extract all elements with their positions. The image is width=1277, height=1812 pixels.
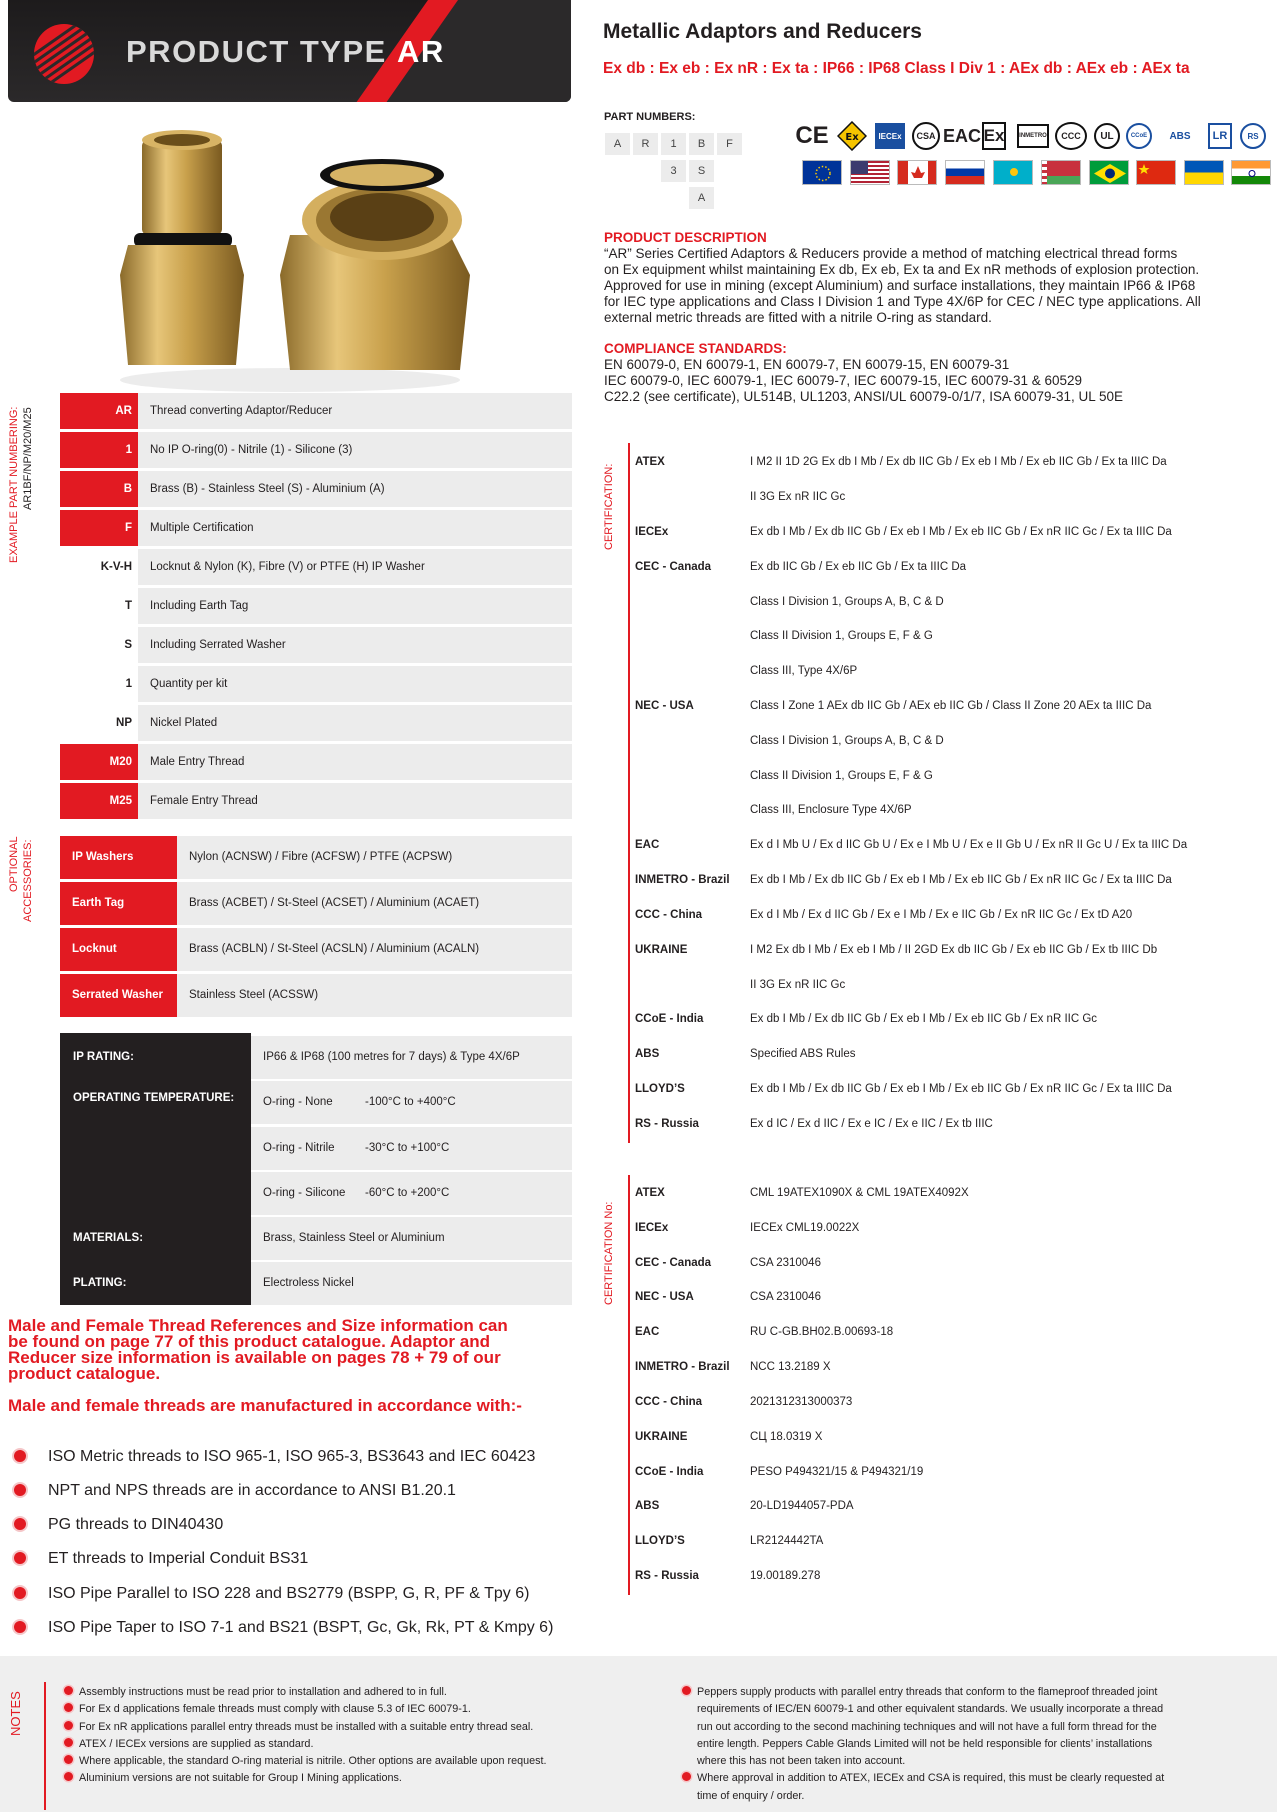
part-numbering-row: S Including Serrated Washer [60, 627, 572, 663]
cert-no-value: CSA 2310046 [750, 1257, 821, 1269]
cert-key: CEC - Canada [635, 561, 712, 573]
cert-no-key: LLOYD’S [635, 1535, 685, 1547]
cert-value: I M2 II 1D 2G Ex db I Mb / Ex db IIC Gb / Ex eb I Mb / Ex eb IIC Gb / Ex ta IIIC Da [750, 456, 1167, 468]
temperature-none: O-ring - None -100°C to +400°C [251, 1081, 572, 1124]
accessory-row: Serrated Washer Stainless Steel (ACSSW) [60, 974, 572, 1017]
part-number-cell: S [689, 160, 714, 182]
list-item: ISO Metric threads to ISO 965-1, ISO 965-3, BS3643 and IEC 60423 [14, 1448, 535, 1466]
cert-no-key: INMETRO - Brazil [635, 1361, 730, 1373]
product-type-title: PRODUCT TYPE AR [126, 34, 445, 69]
certification-divider [628, 443, 630, 1143]
flag-kazakhstan-icon [993, 160, 1033, 185]
example-part-numbering-label: EXAMPLE PART NUMBERING: [8, 406, 20, 563]
part-numbering-row: F Multiple Certification [60, 510, 572, 546]
cert-no-value: CSA 2310046 [750, 1291, 821, 1303]
bullet-icon [64, 1686, 73, 1695]
part-numbering-row: K-V-H Locknut & Nylon (K), Fibre (V) or PTFE (H) IP Washer [60, 549, 572, 585]
cert-key: IECEx [635, 526, 669, 538]
flag-canada-icon [897, 160, 937, 185]
bullet-icon [64, 1703, 73, 1712]
certification-number-label: CERTIFICATION No: [603, 1201, 615, 1305]
part-numbers-label: PART NUMBERS: [604, 111, 696, 123]
inmetro-logo-icon: INMETRO [1017, 124, 1049, 148]
cert-no-key: IECEx [635, 1222, 669, 1234]
cert-value: Ex d I Mb U / Ex d IIC Gb U / Ex e I Mb U / Ex e II Gb U / Ex nR II Gc U / Ex ta IIIC Da [750, 839, 1188, 851]
cert-key: CCoE - India [635, 1013, 704, 1025]
eac-logo-icon: EAC [943, 125, 982, 146]
cert-value: Ex db I Mb / Ex db IIC Gb / Ex eb I Mb / Ex eb IIC Gb / Ex nR IIC Gc / Ex ta IIIC Da [750, 874, 1172, 886]
list-item: NPT and NPS threads are in accordance to ANSI B1.20.1 [14, 1482, 456, 1500]
list-item: ISO Pipe Taper to ISO 7-1 and BS21 (BSPT, Gc, Gk, Rk, PT & Kmpy 6) [14, 1619, 553, 1637]
part-numbering-row: NP Nickel Plated [60, 705, 572, 741]
cert-key: UKRAINE [635, 944, 688, 956]
cert-no-value: СЦ 18.0319 X [750, 1431, 823, 1443]
temperature-nitrile: O-ring - Nitrile -30°C to +100°C [251, 1127, 572, 1170]
cert-value: Class II Division 1, Groups E, F & G [750, 770, 933, 782]
cert-value: Specified ABS Rules [750, 1048, 856, 1060]
notes-label: NOTES [8, 1691, 23, 1736]
rs-logo-icon: RS [1240, 123, 1266, 149]
cert-key: ABS [635, 1048, 660, 1060]
cert-value: Ex db I Mb / Ex db IIC Gb / Ex eb I Mb / Ex eb IIC Gb / Ex nR IIC Gc [750, 1013, 1098, 1025]
page-title: Metallic Adaptors and Reducers [603, 20, 922, 43]
ul-logo-icon: UL [1094, 123, 1120, 149]
part-numbering-row: M20 Male Entry Thread [60, 744, 572, 780]
certification-label: CERTIFICATION: [603, 463, 615, 550]
cert-no-key: NEC - USA [635, 1291, 694, 1303]
cert-no-key: CCoE - India [635, 1466, 704, 1478]
bullet-icon [14, 1518, 26, 1530]
cert-no-value: 19.00189.278 [750, 1570, 821, 1582]
product-description-text: “AR” Series Certified Adaptors & Reducers provide a method of matching electrical thread forms on Ex equipment whilst maintaining Ex db, Ex eb, Ex ta and Ex nR methods of explosion protection. Approved for use in mining (except Aluminium) and surface installations, they maintain IP66 & IP68 for IEC type applications and Class I Division 1 and Type 4X/6P for CEC / NEC type applications. All external metric threads are fitted with a nitrile O-ring as standard. [604, 246, 1201, 325]
cert-key: RS - Russia [635, 1118, 699, 1130]
operating-temperature-label: OPERATING TEMPERATURE: [73, 1092, 235, 1104]
cert-key: NEC - USA [635, 700, 694, 712]
bullet-icon [682, 1686, 691, 1695]
cert-key: CCC - China [635, 909, 703, 921]
compliance-standards-heading: COMPLIANCE STANDARDS: [604, 341, 787, 356]
cert-no-value: NCC 13.2189 X [750, 1361, 831, 1373]
flag-brazil-icon [1089, 160, 1129, 185]
flag-russia-icon [945, 160, 985, 185]
materials-label: MATERIALS: [73, 1232, 144, 1244]
ccc-logo-icon: CCC [1055, 122, 1087, 150]
flag-belarus-icon [1041, 160, 1081, 185]
lloyds-logo-icon: LR [1208, 123, 1232, 149]
list-item: ET threads to Imperial Conduit BS31 [14, 1550, 308, 1568]
ex-mark-icon: Ex [982, 122, 1006, 150]
ccoe-logo-icon: CCoE [1126, 123, 1152, 149]
bullet-icon [14, 1450, 26, 1462]
cert-no-value: PESO P494321/15 & P494321/19 [750, 1466, 924, 1478]
cert-value: Class II Division 1, Groups E, F & G [750, 630, 933, 642]
iecex-logo-icon: IECEx [875, 123, 905, 149]
part-numbering-row: M25 Female Entry Thread [60, 783, 572, 819]
flag-eu-icon [802, 160, 842, 185]
materials-value: Brass, Stainless Steel or Aluminium [251, 1217, 572, 1260]
part-numbering-row: T Including Earth Tag [60, 588, 572, 624]
ce-mark-icon: CE [795, 122, 829, 149]
cert-no-key: CEC - Canada [635, 1257, 712, 1269]
cert-value: II 3G Ex nR IIC Gc [750, 979, 846, 991]
cert-value: Class III, Type 4X/6P [750, 665, 858, 677]
cert-key: ATEX [635, 456, 665, 468]
abs-logo-icon: ABS [1169, 130, 1191, 142]
cert-no-key: RS - Russia [635, 1570, 699, 1582]
cert-value: Ex d I Mb / Ex d IIC Gb / Ex e I Mb / Ex e IIC Gb / Ex nR IIC Gc / Ex tD A20 [750, 909, 1133, 921]
accessory-row: IP Washers Nylon (ACNSW) / Fibre (ACFSW) / PTFE (ACPSW) [60, 836, 572, 879]
cert-value: Class I Division 1, Groups A, B, C & D [750, 735, 944, 747]
bullet-icon [64, 1721, 73, 1730]
part-number-cell: R [633, 133, 658, 155]
bullet-icon [14, 1484, 26, 1496]
accessory-row: Locknut Brass (ACBLN) / St-Steel (ACSLN) / Aluminium (ACALN) [60, 928, 572, 971]
cert-key: EAC [635, 839, 660, 851]
product-description-heading: PRODUCT DESCRIPTION [604, 230, 767, 245]
cert-value: Class I Division 1, Groups A, B, C & D [750, 596, 944, 608]
bullet-icon [64, 1755, 73, 1764]
ip-rating-label: IP RATING: [73, 1051, 134, 1063]
cert-no-key: ATEX [635, 1187, 665, 1199]
svg-text:Ex: Ex [845, 132, 859, 143]
notes-right: Peppers supply products with parallel entry threads that conform to the flameproof threaded joint requirements of IEC/EN 60079-1 and other equivalent standards. We usually incorporate a thread run out according to the second machining techniques and will not have a full form thread for the entire length. Peppers Cable Glands Limited will not be held responsible for clients’ installations where this has not been taken into account. Where approval in addition to ATEX, IECEx and CSA is required, this must be clearly requested at time of enquiry / order. [682, 1684, 1272, 1805]
bullet-icon [64, 1738, 73, 1747]
cert-no-value: CML 19ATEX1090X & CML 19ATEX4092X [750, 1187, 969, 1199]
cert-no-value: LR2124442TA [750, 1535, 824, 1547]
product-photo [120, 125, 480, 395]
csa-logo-icon: CSA [912, 122, 940, 150]
list-item: ISO Pipe Parallel to ISO 228 and BS2779 (BSPP, G, R, PF & Tpy 6) [14, 1585, 529, 1603]
certification-number-divider [628, 1175, 630, 1595]
cert-value: Ex db IIC Gb / Ex eb IIC Gb / Ex ta IIIC Da [750, 561, 967, 573]
bullet-icon [14, 1587, 26, 1599]
flag-ukraine-icon [1184, 160, 1224, 185]
bullet-icon [682, 1772, 691, 1781]
flag-china-icon [1136, 160, 1176, 185]
cert-value: I M2 Ex db I Mb / Ex eb I Mb / II 2GD Ex db IIC Gb / Ex eb IIC Gb / Ex tb IIIC Db [750, 944, 1158, 956]
optional-label: OPTIONAL [8, 836, 20, 892]
cert-no-key: UKRAINE [635, 1431, 688, 1443]
cert-no-value: RU C-GB.BH02.B.00693-18 [750, 1326, 894, 1338]
ip-rating-value: IP66 & IP68 (100 metres for 7 days) & Type 4X/6P [251, 1036, 572, 1079]
cert-value: Ex db I Mb / Ex db IIC Gb / Ex eb I Mb / Ex eb IIC Gb / Ex nR IIC Gc / Ex ta IIIC Da [750, 526, 1172, 538]
page-subtitle: Ex db : Ex eb : Ex nR : Ex ta : IP66 : IP68 Class I Div 1 : AEx db : AEx eb : AEx ta [603, 60, 1190, 77]
part-numbering-row: 1 Quantity per kit [60, 666, 572, 702]
cert-value: II 3G Ex nR IIC Gc [750, 491, 846, 503]
spec-table-labels [60, 1033, 251, 1305]
part-number-cell: B [689, 133, 714, 155]
cert-no-value: 20-LD1944057-PDA [750, 1500, 854, 1512]
plating-value: Electroless Nickel [251, 1262, 572, 1305]
part-numbering-row: AR Thread converting Adaptor/Reducer [60, 393, 572, 429]
part-numbering-row: B Brass (B) - Stainless Steel (S) - Aluminium (A) [60, 471, 572, 507]
part-number-cell: 1 [661, 133, 686, 155]
plating-label: PLATING: [73, 1277, 127, 1289]
example-part-number: AR1BF/NP/M20/M25 [22, 407, 34, 510]
ex-atex-icon [836, 120, 868, 152]
cert-key: LLOYD’S [635, 1083, 685, 1095]
part-number-cell: F [717, 133, 742, 155]
thread-reference-note: Male and Female Thread References and Size information can be found on page 77 of this product catalogue. Adaptor and Reducer size information is available on pages 78 + 79 of our product catalogue. [8, 1316, 508, 1383]
cert-no-value: 2021312313000373 [750, 1396, 853, 1408]
flag-usa-icon [850, 160, 890, 185]
part-number-cell: A [605, 133, 630, 155]
part-number-cell: A [689, 187, 714, 209]
header-banner [8, 0, 571, 102]
part-numbering-row: 1 No IP O-ring(0) - Nitrile (1) - Silicone (3) [60, 432, 572, 468]
notes-divider [44, 1682, 46, 1810]
bullet-icon [14, 1552, 26, 1564]
cert-value: Ex d IC / Ex d IIC / Ex e IC / Ex e IIC / Ex tb IIIC [750, 1118, 993, 1130]
cert-key: INMETRO - Brazil [635, 874, 730, 886]
accessory-row: Earth Tag Brass (ACBET) / St-Steel (ACSET) / Aluminium (ACAET) [60, 882, 572, 925]
cert-value: Class I Zone 1 AEx db IIC Gb / AEx eb IIC Gb / Class II Zone 20 AEx ta IIIC Da [750, 700, 1152, 712]
cert-value: Class III, Enclosure Type 4X/6P [750, 804, 912, 816]
accessories-label: ACCESSORIES: [22, 839, 34, 922]
list-item: PG threads to DIN40430 [14, 1516, 223, 1534]
compliance-standards-text: EN 60079-0, EN 60079-1, EN 60079-7, EN 60079-15, EN 60079-31 IEC 60079-0, IEC 60079-1, IEC 60079-7, IEC 60079-15, IEC 60079-31 & 60529 C22.2 (see certificate), UL514B, UL1203, ANSI/UL 60079-0/1/7, ISA 60079-31, UL 50E [604, 357, 1124, 404]
temperature-silicone: O-ring - Silicone -60°C to +200°C [251, 1172, 572, 1215]
cert-no-key: CCC - China [635, 1396, 703, 1408]
cert-no-key: EAC [635, 1326, 660, 1338]
flag-india-icon [1231, 160, 1271, 185]
cert-value: Ex db I Mb / Ex db IIC Gb / Ex eb I Mb / Ex eb IIC Gb / Ex nR IIC Gc / Ex ta IIIC Da [750, 1083, 1172, 1095]
bullet-icon [14, 1621, 26, 1633]
notes-left: Assembly instructions must be read prior to installation and adhered to in full. For Ex d applications female threads must comply with clause 5.3 of IEC 60079-1. For Ex nR applications parallel entry threads must be installed with a suitable entry thread seal. ATEX / IECEx versions are supplied as standard. Where applicable, the standard O-ring material is nitrile. Other options are available upon request. Aluminium versions are not suitable for Group I Mining applications. [64, 1684, 547, 1788]
threads-heading: Male and female threads are manufactured in accordance with:- [8, 1396, 522, 1415]
cert-no-value: IECEx CML19.0022X [750, 1222, 860, 1234]
company-logo-icon [34, 24, 94, 84]
part-number-cell: 3 [661, 160, 686, 182]
bullet-icon [64, 1772, 73, 1781]
cert-no-key: ABS [635, 1500, 660, 1512]
